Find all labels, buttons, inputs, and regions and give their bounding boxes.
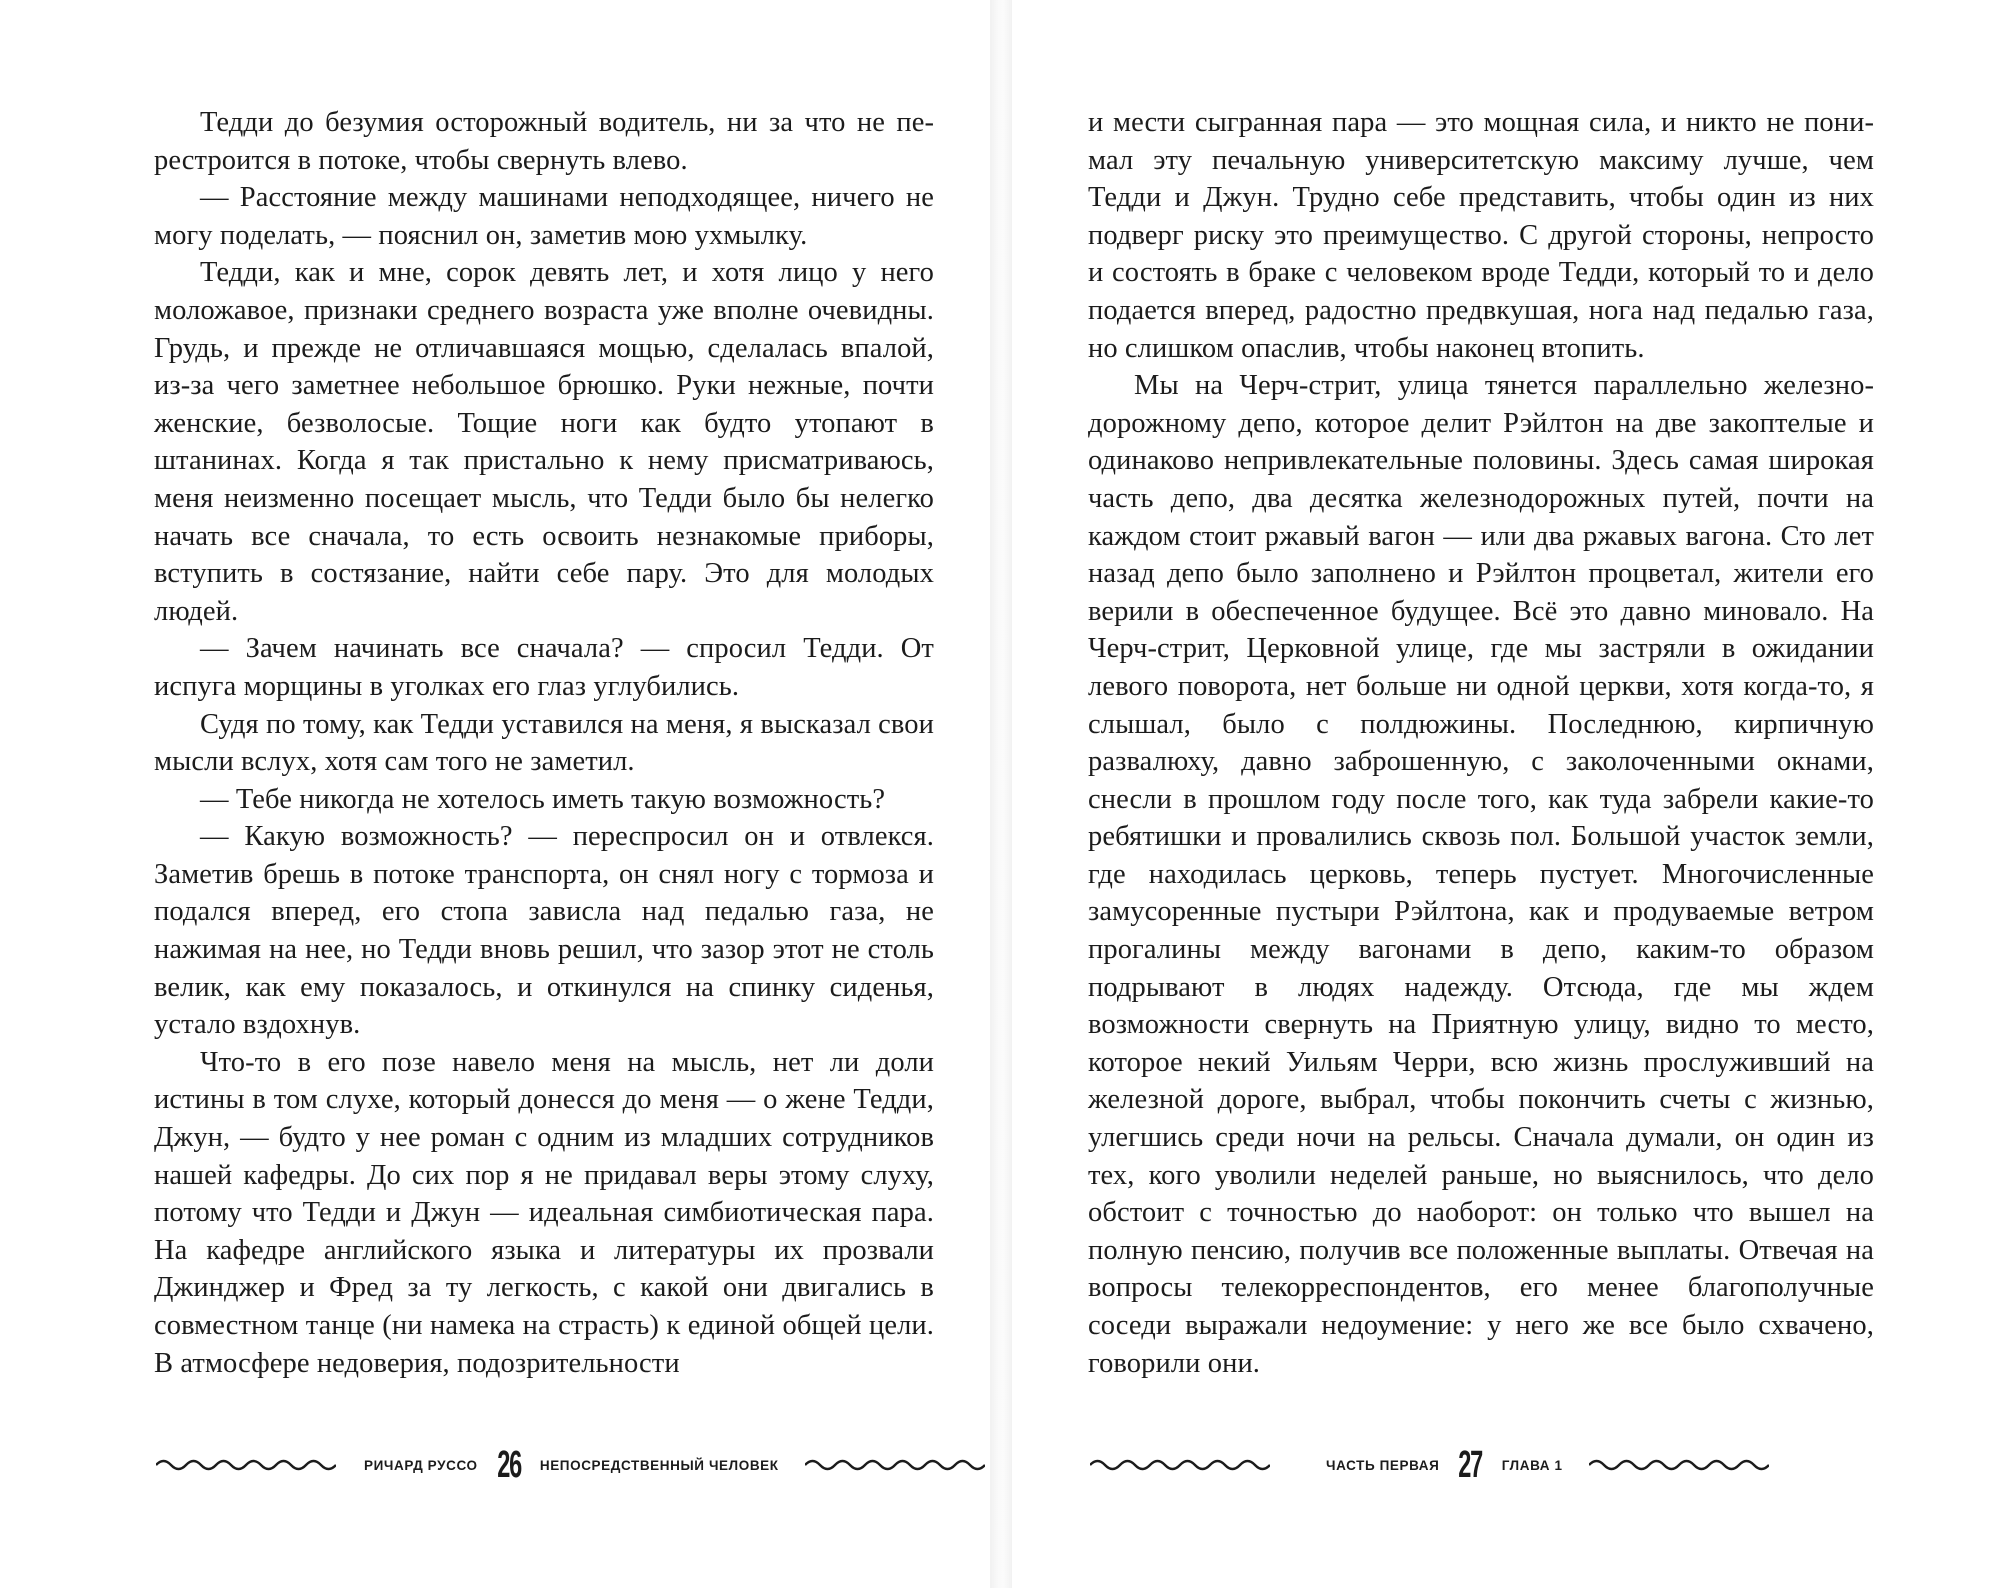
left-paragraph-7: — Какую возможность? — переспросил он и отвлекся. Заметив брешь в потоке транспорта, он снял ногу с тормоза и подался вперед, его стопа зависла над педалью газа, не нажимая на нее, но Тедди вновь решил, что зазор этот не столь велик, как ему показалось, и откинулся на спинку сиденья, устало вздохнув.: [154, 821, 934, 1041]
right-page-body: [1088, 104, 1874, 1382]
right-paragraph-1: и мести сыгранная пара — это мощная сила, и никто не понимал эту печальную университетскую максиму лучше, чем Тедди и Джун. Трудно себе представить, чтобы один из них подверг риску это преимущество. С другой стороны, непросто и состоять в браке с человеком вроде Тедди, который то и дело подается вперед, радостно предвкушая, нога над педалью газа, но слишком опаслив, чтобы наконец втопить.: [1088, 107, 1874, 364]
right-page: [1012, 0, 1934, 1588]
left-page: [68, 0, 990, 1588]
running-head-book-title: НЕПОСРЕДСТВЕННЫЙ ЧЕЛОВЕК: [539, 1457, 779, 1473]
left-page-footer: [156, 1440, 936, 1490]
wave-ornament-icon: [1589, 1455, 1769, 1475]
right-page-footer: [1090, 1440, 1876, 1490]
wave-ornament-icon: [156, 1455, 336, 1475]
left-paragraph-4: — Зачем начинать все сначала? — спросил Тедди. От испуга морщины в уголках его глаз углубились.: [154, 633, 934, 702]
running-head-chapter: ГЛАВА 1: [1501, 1457, 1563, 1473]
running-head-part: ЧАСТЬ ПЕРВАЯ: [1326, 1457, 1440, 1473]
left-paragraph-1: Тедди до безумия осторожный водитель, ни за что не перестроится в потоке, чтобы свернуть влево.: [154, 107, 934, 176]
left-paragraph-2: — Расстояние между машинами неподходящее, ничего не могу поделать, — пояснил он, заметив мою ухмылку.: [154, 182, 934, 251]
book-gutter: [990, 0, 1012, 1588]
left-paragraph-5: Судя по тому, как Тедди уставился на меня, я высказал свои мысли вслух, хотя сам того не заметил.: [154, 708, 934, 778]
right-paragraph-2: Мы на Черч-стрит, улица тянется параллельно железнодорожному депо, которое делит Рэйлтон на две закоптелые и одинаково непривлекательные половины. Здесь самая широкая часть депо, два десятка железнодорожных путей, почти на каждом стоит ржавый вагон — или два ржавых вагона. Сто лет назад депо было заполнено и Рэйлтон процветал, жители его верили в обеспеченное будущее. Всё это давно миновало. На Черч-стрит, Церковной улице, где мы застряли в ожидании левого поворота, нет больше ни одной церкви, хотя когда-то, я слышал, было с полдюжины. Последнюю, кирпичную развалюху, давно заброшенную, с заколоченными окнами, снесли в прошлом году после того, как туда забрели какие-то ребятишки и провалились сквозь пол. Большой участок земли, где находилась церковь, теперь пустует. Многочисленные замусоренные пустыри Рэйлтона, как и продуваемые ветром прогалины между вагонами в депо, каким-то образом подрывают в людях надежду. Отсюда, где мы ждем возможности свернуть на Приятную улицу, видно то место, которое некий Уильям Черри, всю жизнь прослуживший на железной дороге, выбрал, чтобы покончить счеты с жизнью, улегшись среди ночи на рельсы. Сначала думали, он один из тех, кого уволили неделей раньше, но выяснилось, что дело обстоит с точностью до наоборот: он только что вышел на полную пенсию, получив все положенные выплаты. Отвечая на вопросы телекорреспондентов, его менее благополучные соседи выражали недоумение: у него же все было схвачено, говорили они.: [1088, 370, 1874, 1379]
page-number: 26: [496, 1443, 521, 1486]
left-paragraph-3: Тедди, как и мне, сорок девять лет, и хотя лицо у него моложавое, признаки среднего возраста уже вполне очевидны. Грудь, и прежде не отличавшаяся мощью, сделалась впалой, из-за чего заметнее небольшое брюшко. Руки нежные, почти женские, безволосые. Тощие ноги как будто утопают в штанинах. Когда я так пристально к нему присматриваюсь, меня неизменно посещает мысль, что Тедди было бы нелегко начать все сначала, то есть освоить незнакомые приборы, вступить в состязание, найти себе пару. Это для молодых людей.: [154, 257, 934, 627]
left-paragraph-6: — Тебе никогда не хотелось иметь такую возможность?: [200, 783, 886, 815]
wave-ornament-icon: [805, 1455, 985, 1475]
running-head-author: РИЧАРД РУССО: [364, 1457, 478, 1473]
wave-ornament-icon: [1090, 1455, 1270, 1475]
page-number: 27: [1458, 1443, 1483, 1486]
left-paragraph-8: Что-то в его позе навело меня на мысль, нет ли доли истины в том слухе, который донесся до меня — о жене Тедди, Джун, — будто у нее роман с одним из младших сотрудников нашей кафедры. До сих пор я не придавал веры этому слуху, потому что Тедди и Джун — идеальная симбиотическая пара. На кафедре английского языка и литературы их прозвали Джинджер и Фред за ту легкость, с какой они двигались в совместном танце (ни намека на страсть) к единой общей цели. В атмосфере недоверия, подозрительности: [154, 1046, 934, 1379]
left-page-body: [154, 104, 934, 1382]
